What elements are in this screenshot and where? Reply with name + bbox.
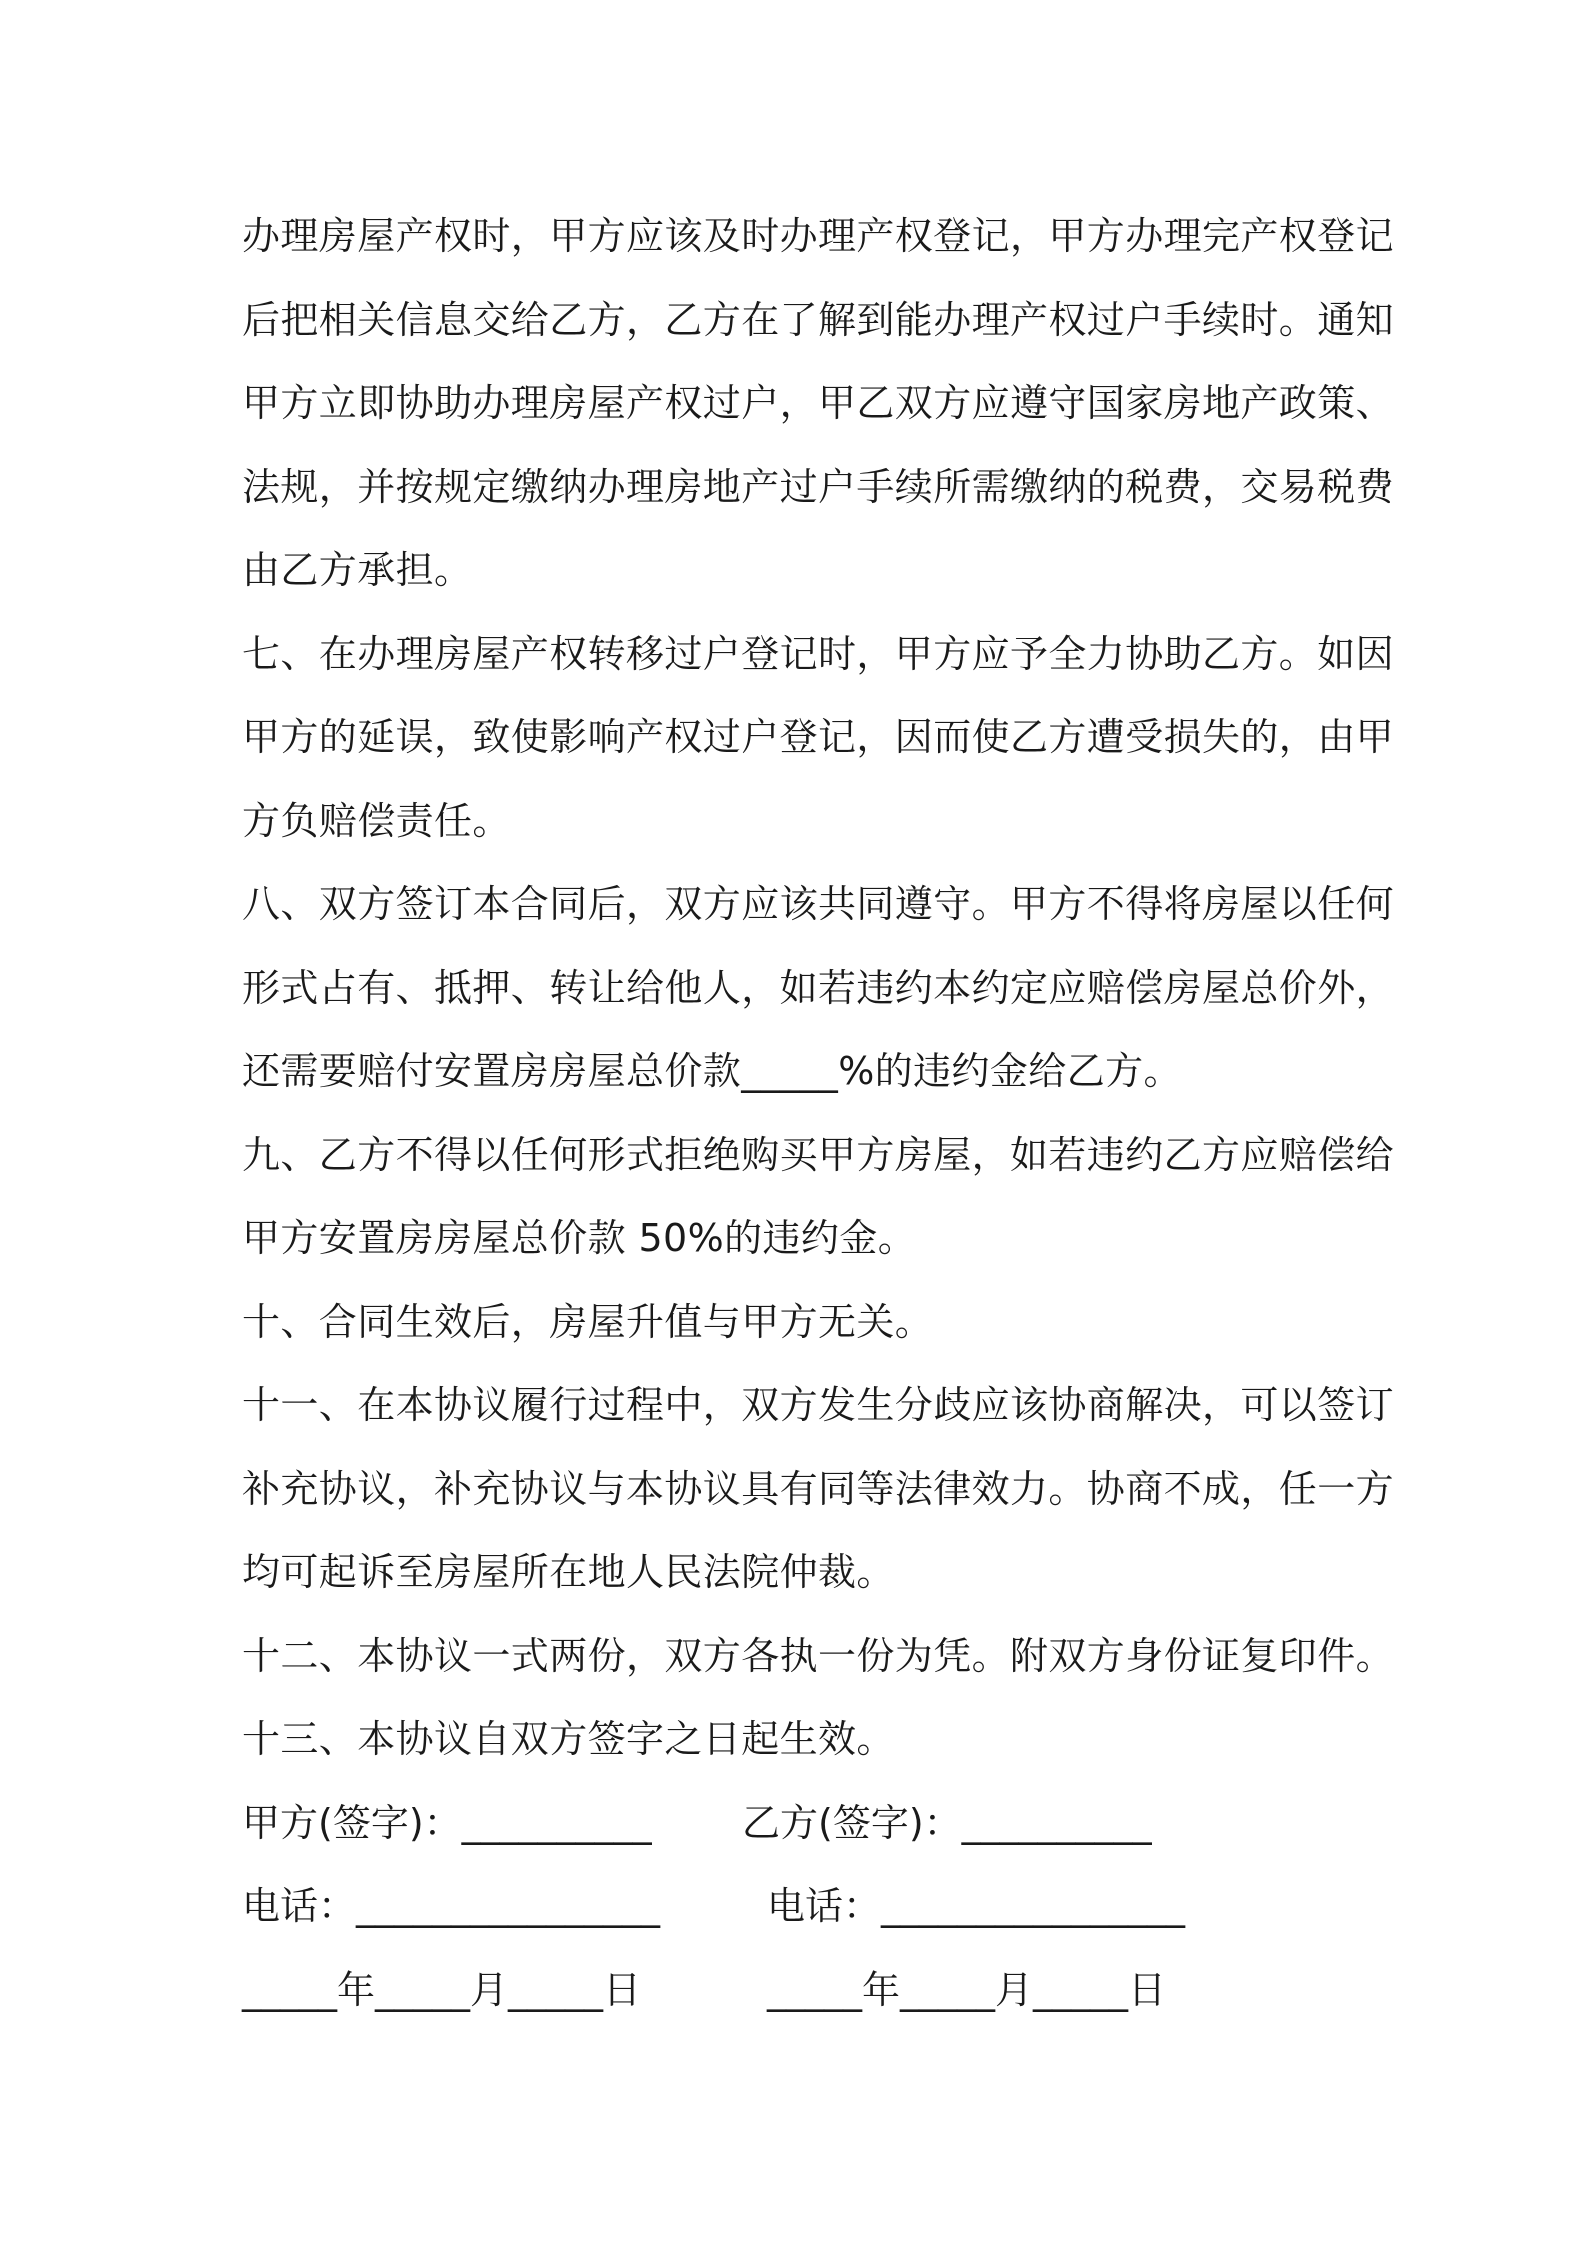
- text-line: 法规，并按规定缴纳办理房地产过户手续所需缴纳的税费，交易税费: [242, 464, 1395, 509]
- text-line: 均可起诉至房屋所在地人民法院仲裁。: [242, 1550, 895, 1594]
- clause-10: 十、合同生效后，房屋升值与甲方无关。: [242, 1299, 934, 1344]
- clause-9: 九、乙方不得以任何形式拒绝购买甲方房屋，如若违约乙方应赔偿给: [242, 1132, 1395, 1177]
- text-line: 甲方的延误，致使影响产权过户登记，因而使乙方遭受损失的，由甲: [242, 715, 1395, 759]
- party-a-signature: 甲方(签字)：__________: [242, 1800, 652, 1845]
- text-line: 甲方安置房房屋总价款 50%的违约金。: [242, 1216, 917, 1260]
- text-line: 后把相关信息交给乙方，乙方在了解到能办理产权过户手续时。通知: [242, 297, 1395, 342]
- party-b-date: _____年_____月_____日: [767, 1967, 1167, 2012]
- party-a-phone: 电话：________________: [242, 1884, 661, 1928]
- text-line: 甲方立即协助办理房屋产权过户，甲乙双方应遵守国家房地产政策、: [242, 381, 1395, 425]
- signature-row: [242, 1782, 1362, 1866]
- clause-11: 十一、在本协议履行过程中，双方发生分歧应该协商解决，可以签订: [242, 1383, 1395, 1427]
- clause-12: 十二、本协议一式两份，双方各执一份为凭。附双方身份证复印件。: [242, 1633, 1395, 1678]
- party-a-date: _____年_____月_____日: [242, 1967, 642, 2012]
- clause-7: 七、在办理房屋产权转移过户登记时，甲方应予全力协助乙方。如因: [242, 631, 1395, 676]
- document-page: [242, 195, 1395, 2032]
- clause-8: 八、双方签订本合同后，双方应该共同遵守。甲方不得将房屋以任何: [242, 882, 1395, 926]
- text-line: 办理房屋产权时，甲方应该及时办理产权登记，甲方办理完产权登记: [242, 214, 1395, 258]
- text-line: 方负赔偿责任。: [242, 798, 511, 843]
- text-line: 形式占有、抵押、转让给他人，如若违约本约定应赔偿房屋总价外，: [242, 965, 1395, 1010]
- party-b-signature: 乙方(签字)：__________: [742, 1800, 1152, 1845]
- text-line: 由乙方承担。: [242, 548, 473, 592]
- clause-13: 十三、本协议自双方签字之日起生效。: [242, 1717, 895, 1761]
- phone-row: [242, 1865, 1362, 1949]
- text-line: 补充协议，补充协议与本协议具有同等法律效力。协商不成，任一方: [242, 1466, 1395, 1511]
- text-line: 还需要赔付安置房房屋总价款_____%的违约金给乙方。: [242, 1049, 1182, 1093]
- party-b-phone: 电话：________________: [767, 1884, 1186, 1928]
- date-row: [242, 1949, 1362, 2033]
